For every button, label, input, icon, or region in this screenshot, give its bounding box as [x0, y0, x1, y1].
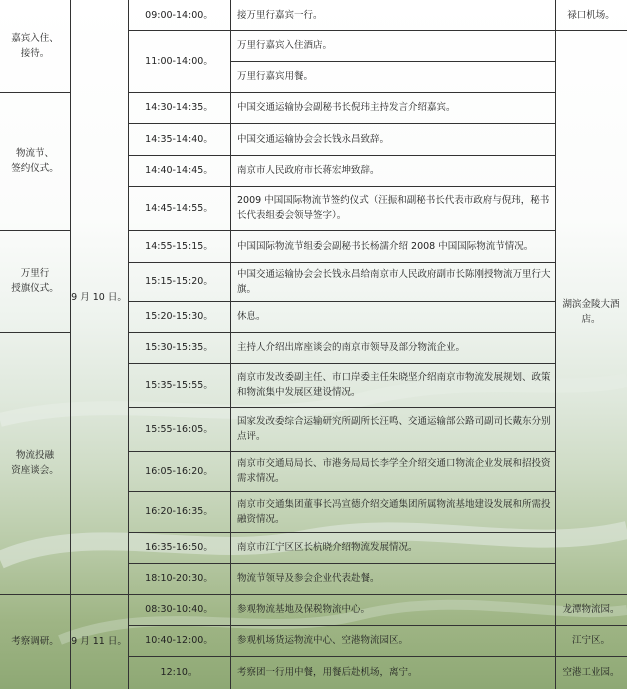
- time-cell: 09:00-14:00。: [145, 9, 213, 21]
- section-label: 物流节、 签约仪式。: [11, 148, 59, 174]
- section-label: 万里行 授旗仪式。: [11, 268, 59, 294]
- time-cell: 14:30-14:35。: [145, 102, 213, 113]
- time-cell: 14:45-14:55。: [145, 202, 213, 214]
- content-cell: 参观物流基地及保税物流中心。: [237, 604, 371, 615]
- content-cell: 接万里行嘉宾一行。: [237, 9, 323, 21]
- location-hotel-name: 湖滨金陵大酒店。: [562, 299, 620, 325]
- time-cell: 11:00-14:00。: [145, 55, 213, 67]
- location-cell: [560, 30, 622, 594]
- content-cell: 南京市交通集团董事长冯宣德介绍交通集团所属物流基地建设发展和所需投融资情况。: [237, 498, 551, 525]
- content-cell: 中国交通运输协会副秘书长倪玮主持发言介绍嘉宾。: [237, 102, 456, 113]
- content-cell: 万里行嘉宾用餐。: [237, 71, 314, 82]
- content-cell: 休息。: [237, 311, 266, 322]
- date-label: 9 月 10 日。: [71, 291, 127, 303]
- time-cell: 15:20-15:30。: [145, 311, 213, 322]
- content-cell: 南京市发改委副主任、市口岸委主任朱晓坚介绍南京市物流发展规划、政策和物流集中发展区建设情况。: [237, 372, 551, 398]
- content-cell: 南京市人民政府市长蒋宏坤致辞。: [237, 165, 380, 176]
- time-cell: 14:40-14:45。: [145, 165, 213, 176]
- grid-vline: [555, 0, 556, 689]
- time-cell: 12:10。: [160, 667, 198, 678]
- location-cell: 龙潭物流园。: [562, 604, 620, 615]
- time-cell: 15:15-15:20。: [145, 276, 213, 287]
- content-cell: 万里行嘉宾入住酒店。: [237, 40, 333, 51]
- location-cell: 空港工业园。: [562, 667, 620, 678]
- content-cell: 国家发改委综合运输研究所副所长汪鸣、交通运输部公路司副司长戴东分别点评。: [237, 416, 551, 442]
- time-cell: 14:55-15:15。: [145, 240, 213, 252]
- content-cell: 2009 中国国际物流节签约仪式（汪振和副秘书长代表市政府与倪玮，秘书长代表组委会领导签字）。: [237, 195, 550, 221]
- time-cell: 10:40-12:00。: [145, 635, 213, 646]
- content-cell: 主持人介绍出席座谈会的南京市领导及部分物流企业。: [237, 342, 466, 353]
- location-cell: 禄口机场。: [567, 9, 615, 21]
- time-cell: 16:05-16:20。: [145, 465, 213, 477]
- content-cell: 考察团一行用中餐，用餐后赴机场，离宁。: [237, 667, 418, 678]
- section-label: 考察调研。: [11, 636, 59, 647]
- section-label: 物流投融 资座谈会。: [11, 450, 59, 476]
- section-label: 嘉宾入住、 接待。: [11, 33, 59, 59]
- time-cell: 15:35-15:55。: [145, 379, 213, 391]
- time-cell: 08:30-10:40。: [145, 604, 213, 615]
- time-cell: 16:20-16:35。: [145, 506, 213, 517]
- date-label: 9 月 11 日。: [71, 636, 127, 647]
- content-cell: 中国交通运输协会会长钱永昌给南京市人民政府副市长陈刚授物流万里行大旗。: [237, 268, 551, 295]
- time-cell: 15:55-16:05。: [145, 423, 213, 435]
- time-cell: 18:10-20:30。: [145, 573, 213, 584]
- content-cell: 物流节领导及参会企业代表赴餐。: [237, 573, 380, 584]
- time-cell: 14:35-14:40。: [145, 133, 213, 145]
- time-cell: 16:35-16:50。: [145, 542, 213, 553]
- content-cell: 中国交通运输协会会长钱永昌致辞。: [237, 133, 390, 145]
- content-cell: 南京市交通局局长、市港务局局长李学全介绍交通口物流企业发展和招投资需求情况。: [237, 458, 551, 484]
- time-cell: 15:30-15:35。: [145, 342, 213, 353]
- content-cell: 南京市江宁区区长杭晓介绍物流发展情况。: [237, 542, 418, 553]
- location-cell: 江宁区。: [571, 635, 610, 646]
- content-cell: 中国国际物流节组委会副秘书长杨濡介绍 2008 中国国际物流节情况。: [237, 240, 534, 252]
- content-cell: 参观机场货运物流中心、空港物流园区。: [237, 635, 409, 646]
